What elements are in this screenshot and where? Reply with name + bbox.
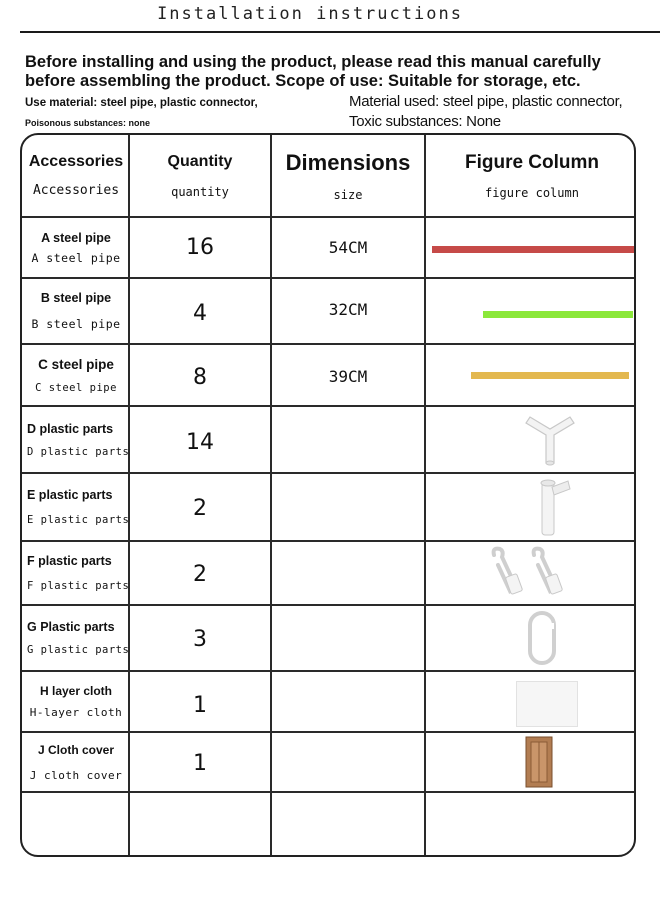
header-dimensions-sub: size (333, 187, 363, 202)
row-f-name: F plastic parts (27, 554, 112, 568)
row-f-qty: 2 (193, 562, 207, 587)
green-pipe-figure (483, 311, 633, 318)
header-quantity-sub: quantity (171, 184, 229, 199)
row-e-accessory (24, 474, 131, 540)
cloth-cover-icon (524, 735, 554, 789)
red-pipe-figure (432, 246, 634, 253)
row-h-accessory (24, 672, 128, 731)
corner-connector-icon (532, 477, 574, 539)
row-c-qty: 8 (193, 365, 207, 390)
ring-icon (522, 609, 562, 667)
row-j-accessory (24, 733, 128, 791)
row-e-qty: 2 (193, 496, 207, 521)
header-accessories-sub: Accessories (32, 183, 120, 198)
row-f-sub: F plastic parts (27, 580, 130, 592)
row-c-sub: C steel pipe (35, 381, 117, 394)
row-b-qty: 4 (193, 301, 207, 326)
row-c-dim: 39CM (328, 367, 368, 386)
row-c-accessory (24, 345, 128, 405)
three-way-connector-icon (522, 413, 578, 469)
row-g-accessory (24, 606, 131, 670)
row-h-name: H layer cloth (39, 684, 113, 698)
row-a-dim: 54CM (328, 238, 368, 257)
row-divider (22, 791, 634, 793)
header-figure (426, 135, 636, 216)
header-accessories-label: Accessories (28, 153, 124, 170)
row-b-dim: 32CM (328, 300, 368, 319)
row-j-name: J Cloth cover (37, 742, 115, 757)
row-d-sub: D plastic parts (27, 445, 130, 458)
header-figure-sub: figure column (485, 185, 579, 200)
header-dimensions-label: Dimensions (285, 149, 411, 175)
toxic-note-alt: Toxic substances: None (349, 113, 501, 130)
row-a-name: A steel pipe (41, 230, 111, 245)
row-a-accessory (24, 218, 128, 277)
header-quantity-label: Quantity (167, 152, 233, 170)
document-title: Installation instructions (157, 4, 463, 24)
row-a-qty: 16 (186, 235, 214, 260)
intro-text: Before installing and using the product, please read this manual carefully before assembling the product. Scope of use: Suitable for storage, etc. (25, 53, 601, 90)
row-j-qty: 1 (193, 751, 207, 776)
row-a-sub: A steel pipe (31, 250, 121, 265)
row-d-qty: 14 (186, 430, 214, 455)
row-b-name: B steel pipe (40, 291, 112, 305)
row-h-sub: H-layer cloth (29, 706, 123, 719)
parts-table (20, 133, 636, 857)
row-d-name: D plastic parts (27, 421, 114, 436)
row-j-sub: J cloth cover (29, 768, 123, 782)
row-c-name: C steel pipe (38, 356, 114, 372)
row-g-qty: 3 (193, 627, 207, 652)
header-dimensions (272, 135, 424, 216)
row-b-sub: B steel pipe (31, 317, 121, 331)
header-quantity (130, 135, 270, 216)
row-e-sub: E plastic parts (27, 514, 130, 526)
title-divider (20, 31, 660, 33)
row-d-accessory (24, 407, 131, 472)
yellow-pipe-figure (471, 372, 629, 379)
row-g-sub: G plastic parts (27, 644, 130, 656)
material-note: Use material: steel pipe, plastic connector, (25, 97, 258, 109)
material-note-alt: Material used: steel pipe, plastic connector, (349, 93, 623, 110)
poison-note: Poisonous substances: none (25, 118, 151, 128)
row-f-accessory (24, 542, 131, 604)
header-figure-label: Figure Column (464, 151, 600, 173)
row-h-qty: 1 (193, 693, 207, 718)
row-b-accessory (24, 279, 128, 343)
column-divider (424, 135, 426, 855)
hook-icon (488, 545, 568, 597)
row-e-name: E plastic parts (27, 488, 113, 502)
row-g-name: G Plastic parts (27, 620, 115, 634)
layer-cloth-icon (516, 681, 578, 727)
header-accessories (24, 135, 128, 216)
